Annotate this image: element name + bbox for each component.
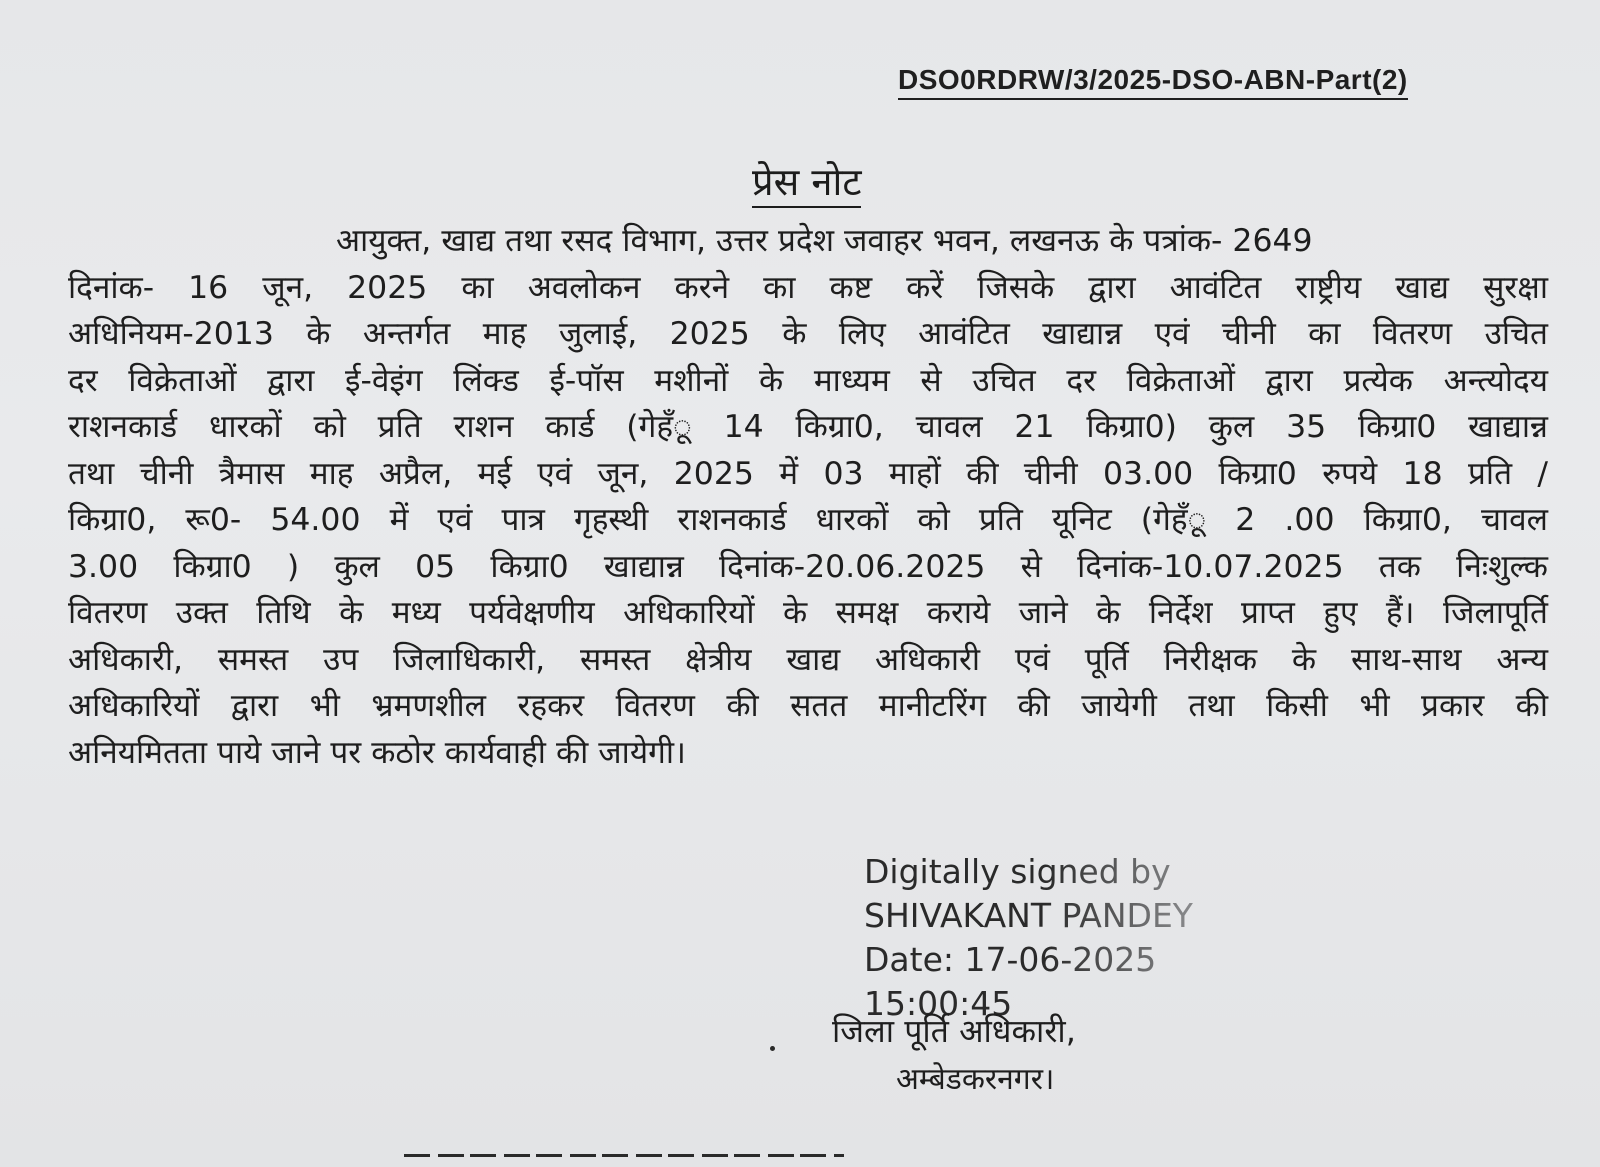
body-line: अनियमितता पाये जाने पर कठोर कार्यवाही की जायेगी। — [68, 734, 686, 771]
digital-signature — [864, 850, 1193, 1026]
signature-line: Digitally signed by — [864, 850, 1193, 894]
body-line: आयुक्त, खाद्य तथा रसद विभाग, उत्तर प्रदेश जवाहर भवन, लखनऊ के पत्रांक- 2649 — [336, 223, 1313, 259]
body-line: अधिकारियों द्वारा भी भ्रमणशील रहकर वितरण की सतत मानीटरिंग की जायेगी तथा किसी भी प्रकार की — [68, 688, 1548, 724]
cut-off-text-line — [404, 1150, 844, 1167]
body-line: वितरण उक्त तिथि के मध्य पर्यवेक्षणीय अधिकारियों के समक्ष कराये जाने के निर्देश प्राप्त हुए हैं। जिलापूर्ति — [68, 595, 1548, 631]
reference-number: DSO0RDRW/3/2025-DSO-ABN-Part(2) — [898, 64, 1408, 100]
officer-designation: जिला पूर्ति अधिकारी, — [832, 1012, 1076, 1050]
signature-date: Date: 17-06-2025 — [864, 938, 1193, 982]
body-line: दिनांक- 16 जून, 2025 का अवलोकन करने का कष्ट करें जिसके द्वारा आवंटित राष्ट्रीय खाद्य सुरक्षा — [68, 269, 1548, 306]
signer-name: SHIVAKANT PANDEY — [864, 894, 1193, 938]
body-line: दर विक्रेताओं द्वारा ई-वेइंग लिंक्ड ई-पॉस मशीनों के माध्यम से उचित दर विक्रेताओं द्वारा प्रत्येक अन्त्योदय — [68, 362, 1548, 399]
body-line: राशनकार्ड धारकों को प्रति राशन कार्ड (गेहँू 14 किग्रा0, चावल 21 किग्रा0) कुल 35 किग्रा0 खाद्यान्न — [68, 409, 1548, 445]
body-line: अधिकारी, समस्त उप जिलाधिकारी, समस्त क्षेत्रीय खाद्य अधिकारी एवं पूर्ति निरीक्षक के साथ-साथ अन्य — [68, 641, 1548, 678]
signature-time: 15:00:45 — [864, 984, 1013, 1023]
body-paragraph — [68, 218, 1548, 776]
body-line: किग्रा0, रू0- 54.00 में एवं पात्र गृहस्थी राशनकार्ड धारकों को प्रति यूनिट (गेहँू 2 .00 किग्रा0, चावल — [68, 502, 1548, 538]
officer-location: अम्बेडकरनगर। — [896, 1062, 1055, 1097]
body-line: अधिनियम-2013 के अन्तर्गत माह जुलाई, 2025 के लिए आवंटित खाद्यान्न एवं चीनी का वितरण उचित — [68, 316, 1548, 352]
dot-mark — [770, 1046, 775, 1051]
page-title: प्रेस नोट — [752, 158, 861, 208]
body-line: 3.00 किग्रा0 ) कुल 05 किग्रा0 खाद्यान्न दिनांक-20.06.2025 से दिनांक-10.07.2025 तक निःशुल्क — [68, 548, 1548, 585]
body-line: तथा चीनी त्रैमास माह अप्रैल, मई एवं जून, 2025 में 03 माहों की चीनी 03.00 किग्रा0 रुपये 18 प्रति / — [68, 455, 1548, 492]
